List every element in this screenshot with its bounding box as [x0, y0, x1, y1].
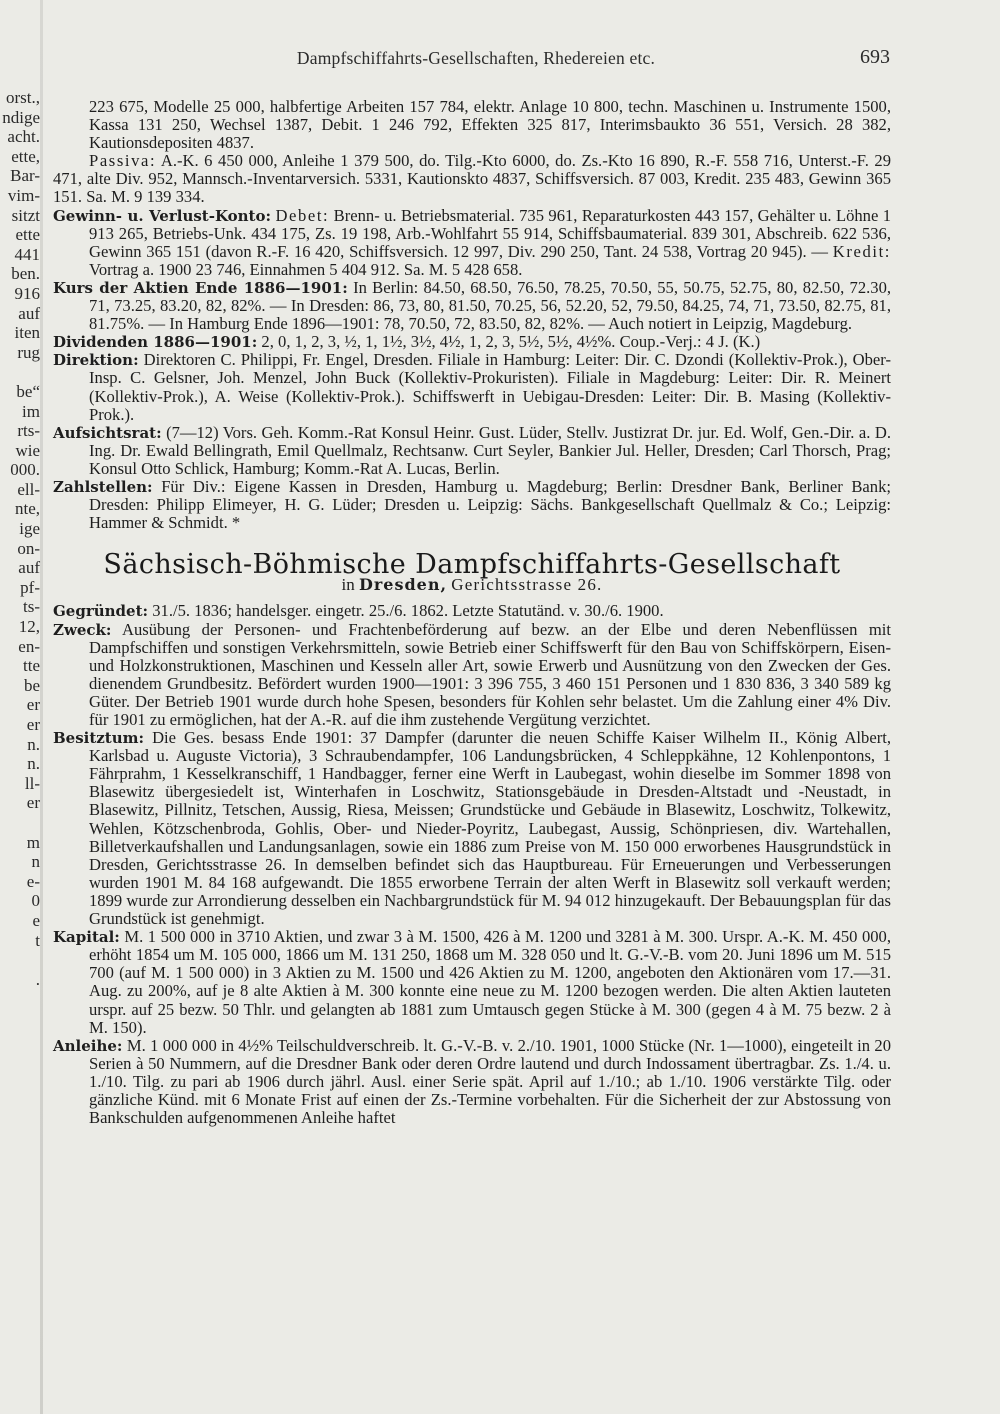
margin-fragment-line: ndige: [2, 107, 40, 127]
margin-fragment-line: [0, 813, 40, 833]
margin-fragment-line: m: [26, 832, 40, 852]
margin-fragment-line: ette: [15, 225, 40, 245]
kapital-text: M. 1 500 000 in 3710 Aktien, und zwar 3 à M. 1500, 426 à M. 1200 und 3281 à M. 300. Urspr. A.-K. M. 450 000, erhöht 1854 um M. 105 000, 1866 um M. 131 250, 1868 um M. 328 050 und lt. G.-V.-B. vom 20. Juni 1896 um M. 515 700 (auf M. 1 500 000) in 3 Aktien zu M. 1500 und 426 Aktien zu M. 1200, angeboten den Aktionären vom 17.—31. Aug. zu 200%, auf je 8 alte Aktien à M. 300 konnte eine neue zu M. 1200 bezogen werden. Die alten Aktien lauteten urspr. auf 25 bezw. 50 Thlr. und gelangten ab 1881 zum Umtausch gegen Stücke à M. 300 (gegen 4 à M. 75 bezw. 2 à M. 150).: [89, 927, 891, 1037]
margin-fragment-line: ige: [19, 519, 40, 539]
margin-fragment-line: e-: [26, 871, 40, 891]
direktion-label: Direktion:: [53, 351, 139, 370]
kurs-label: Kurs der Aktien Ende 1886—1901:: [53, 278, 348, 297]
margin-fragment-line: im: [22, 401, 40, 421]
margin-fragment-line: [0, 950, 40, 970]
besitztum-label: Besitztum:: [53, 729, 145, 748]
zweck-label: Zweck:: [53, 620, 112, 639]
margin-fragment-line: 441: [14, 244, 40, 264]
kurs-text: In Berlin: 84.50, 68.50, 76.50, 78.25, 70.50, 55, 50.75, 52.75, 80, 82.50, 72.30, 71, 73.25, 83.20, 82, 82%. — In Dresden: 86, 73, 80, 81.50, 70.25, 56, 52.20, 52, 79.50, 84.25, 74, 71, 73.50, 82.75, 81, 81.75%. — In Hamburg Ende 1896—1901: 78, 70.50, 72, 83.50, 82, 82%. — Auch notiert in Leipzig, Magdeburg.: [89, 277, 892, 334]
margin-fragment-line: er: [26, 695, 40, 715]
zweck-text: Ausübung der Personen- und Frachtenbeförderung auf bezw. an der Elbe und deren Nebenflüssen mit Dampfschiffen und sonstigen Verkehrsmitteln, sowie Betrieb einer Schiffswerft für den Bau von Schiffskörpern, Eisen- und Holzkonstruktionen, Maschinen und Kesseln aller Art, sowie Erwerb und Ausnützung von den Zwecken der Ges. dienendem Grundbesitz. Befördert wurden 1900—1901: 3 396 755, 3 460 151 Personen und 1 830 836, 3 340 589 kg Güter. Der Betrieb 1901 wurde durch hohe Spesen, besonders für Kohlen sehr belastet. Um die Zahlung einer 4% Div. für 1901 zu ermöglichen, hat der A.-R. auf die ihm zustehende Vergütung verzichtet.: [89, 619, 891, 729]
address-street: Gerichtsstrasse 26.: [451, 575, 603, 595]
margin-fragment-line: rug: [17, 342, 40, 362]
kurs-entry: [53, 279, 891, 333]
margin-fragment-line: be: [23, 675, 40, 695]
running-title: Dampfschiffahrts-Gesellschaften, Rhedereien etc.: [296, 48, 656, 68]
margin-fragment-line: acht.: [7, 127, 40, 147]
zahlstellen-text: Für Div.: Eigene Kassen in Dresden, Hamburg u. Magdeburg; Berlin: Dresdner Bank, Berliner Bank; Dresden: Philipp Elimeyer, H. G. Lüder; Dresden u. Leipzig: Sächs. Bankgesellschaft Quellmalz & Co.; Leipzig: Hammer & Schmidt. *: [89, 476, 891, 533]
margin-fragment-line: ette,: [11, 146, 40, 166]
margin-fragment-line: ben.: [11, 264, 40, 284]
margin-fragment-line: [0, 362, 40, 382]
margin-fragment-line: pf-: [20, 577, 40, 597]
address-prefix: in: [341, 575, 355, 595]
margin-fragment-line: t: [35, 930, 40, 950]
margin-fragment-line: sitzt: [11, 205, 40, 225]
margin-fragment-line: 0: [31, 891, 40, 911]
zahlstellen-label: Zahlstellen:: [53, 477, 153, 496]
margin-fragment-line: Bar-: [10, 166, 40, 186]
page-body: [53, 98, 891, 1127]
margin-fragment-line: n: [31, 852, 40, 872]
margin-fragment-line: en-: [18, 636, 40, 656]
margin-fragment-line: 916: [14, 283, 40, 303]
kapital-label: Kapital:: [53, 928, 120, 947]
direktion-text: Direktoren C. Philippi, Fr. Engel, Dresden. Filiale in Hamburg: Leiter: Dir. C. Dzondi (Kollektiv-Prok.), Ober-Insp. C. Gelsner, Joh. Menzel, John Buck (Kollektiv-Prokuristen). Filiale in Magdeburg: Leiter: Dir. R. Meinert (Kollektiv-Prok.), A. Weise (Kollektiv-Prok.). Schiffswerft in Uebigau-Dresden: Leiter: Dir. B. Masing (Kollektiv-Prok.).: [89, 350, 892, 424]
margin-fragment-line: n.: [27, 754, 40, 774]
besitztum-entry: [53, 729, 891, 928]
page-number: 693: [860, 46, 890, 68]
margin-fragment-line: .: [35, 969, 40, 989]
dividenden-entry: [53, 333, 891, 351]
gegruendet-entry: [53, 602, 891, 620]
kredit-label: Kredit:: [832, 241, 891, 261]
anleihe-entry: [53, 1037, 891, 1127]
zahlstellen-entry: [53, 478, 891, 532]
direktion-entry: [53, 351, 891, 423]
aktiva-continuation: 223 675, Modelle 25 000, halbfertige Arbeiten 157 784, elektr. Anlage 10 800, techn. Maschinen u. Instrumente 1500, Kassa 131 250, Wechsel 1387, Debit. 1 246 792, Effekten 325 817, Interimsbaukto 36 551, Versich. 28 382, Kautionsdepositen 4837.: [89, 97, 891, 153]
gewinn-text: Brenn- u. Betriebsmaterial. 735 961, Reparaturkosten 443 157, Gehälter u. Löhne 1 913 265, Betriebs-Unk. 434 175, Zs. 19 198, Arb.-Wohlfahrt 55 914, Schiffsbaumaterial. 839 301, Abschreib. 622 536, Gewinn 365 151 (davon R.-F. 16 420, Schiffsversich. 12 997, Div. 290 250, Tant. 24 538, Vortrag 20 945). —: [89, 205, 892, 261]
passiva-label: Passiva:: [89, 151, 157, 171]
margin-fragment-line: er: [26, 715, 40, 734]
margin-fragment-line: rts-: [17, 421, 40, 441]
margin-fragment-line: ll-: [24, 773, 40, 793]
margin-fragment-line: auf: [18, 558, 40, 578]
gegruendet-label: Gegründet:: [53, 602, 149, 621]
anleihe-text: M. 1 000 000 in 4½% Teilschuldverschreib. lt. G.-V.-B. v. 2./10. 1901, 1000 Stücke (Nr. 1—1000), eingeteilt in 20 Serien à 50 Nummern, auf die Dresdner Bank oder deren Ordre lautend und durch Indossament übertragbar. Zs. 1./4. u. 1./10. Tilg. zu pari ab 1906 durch jährl. Ausl. einer Serie spät. April auf 1./10.; ab 1./10. 1906 verstärkte Tilg. oder gänzliche Künd. mit 6 Monate Frist auf einen der Zs.-Termine vorbehalten. Für die Sicherheit der zur Abstossung von Bankschulden aufgenommenen Anleihe haftet: [89, 1035, 891, 1128]
kredit-text: Vortrag a. 1900 23 746, Einnahmen 5 404 912. Sa. M. 5 428 658.: [89, 259, 523, 279]
margin-fragment-line: er: [26, 793, 40, 813]
gegruendet-text: 31./5. 1836; handelsger. eingetr. 25./6. 1862. Letzte Statutänd. v. 30./6. 1900.: [152, 601, 664, 621]
margin-fragment-line: tte: [23, 656, 40, 676]
margin-fragment-line: orst.,: [6, 88, 40, 107]
address-city: Dresden,: [358, 575, 448, 595]
company-heading: Sächsisch-Böhmische Dampfschiffahrts-Gesellschaft: [103, 549, 841, 581]
gewinn-entry: [53, 207, 891, 279]
zweck-entry: [53, 621, 891, 730]
margin-fragment-line: ell-: [17, 479, 40, 499]
binding-gutter: [40, 0, 43, 1414]
margin-fragment-line: nte,: [14, 499, 40, 519]
gewinn-label: Gewinn- u. Verlust-Konto:: [53, 206, 272, 225]
aufsichtsrat-entry: [53, 424, 891, 478]
margin-fragment-line: n.: [27, 734, 40, 754]
adjacent-page-fragment: [0, 88, 40, 989]
margin-fragment-line: auf: [18, 303, 40, 323]
dividenden-label: Dividenden 1886—1901:: [53, 333, 258, 352]
aufsichtsrat-label: Aufsichtsrat:: [53, 423, 162, 442]
besitztum-text: Die Ges. besass Ende 1901: 37 Dampfer (darunter die neuen Schiffe Kaiser Wilhelm II., König Albert, Karlsbad u. Auguste Victoria), 3 Schraubendampfer, 106 Landungsbrücken, 4 Schleppkähne, 12 Kohlenpontons, 1 Fährprahm, 1 Kesselkranschiff, 1 Handbagger, ferner eine Werft in Laubegast, wohin dieselbe im Sommer 1898 von Blasewitz übergesiedelt ist, Winterhafen in Loschwitz, Stationsgebäude in Dresden-Altstadt und -Neustadt, in Blasewitz, Pillnitz, Tetschen, Aussig, Riesa, Meissen; Grundstücke und Gebäude in Blasewitz, Loschwitz, Tolkewitz, Wehlen, Kötzschenbroda, Gohlis, Ober- und Nieder-Poyritz, Laubegast, Aussig, Schönpriesen, div. Wartehallen, Billetverkaufshallen und Landungsanlagen, sowie ein 1886 zum Preise von M. 150 000 erworbenes Hausgrundstück in Dresden, Gerichtsstrasse 26. In demselben befindet sich das Hauptbureau. Für Erneuerungen und Verbesserungen wurden 1901 M. 84 168 aufgewandt. Die 1855 erworbene Terrain der alten Werft in Blasewitz soll verkauft werden; 1899 wurde zur Arrondierung desselben ein Nachbargrundstück für M. 94 012 hinzugekauft. Der Bebauungsplan für das Grundstück ist genehmigt.: [89, 728, 891, 929]
margin-fragment-line: iten: [14, 323, 40, 343]
margin-fragment-line: 000.: [10, 460, 40, 480]
margin-fragment-line: vim-: [7, 185, 40, 205]
margin-fragment-line: be“: [16, 381, 40, 401]
debet-label: Debet:: [275, 205, 330, 225]
passiva-text: A.-K. 6 450 000, Anleihe 1 379 500, do. Tilg.-Kto 6000, do. Zs.-Kto 16 890, R.-F. 558 716, Unterst.-F. 29 471, alte Div. 952, Mannsch.-Inventarversich. 5331, Kautionskto 4837, Schiffsversich. 87 003, Kredit. 235 483, Gewinn 365 151. Sa. M. 9 139 334.: [53, 151, 891, 207]
aufsichtsrat-text: (7—12) Vors. Geh. Komm.-Rat Konsul Heinr. Gust. Lüder, Stellv. Justizrat Dr. jur. Ed. Wolf, Gen.-Dir. a. D. Ing. Dr. Ewald Bellingrath, Emil Quellmalz, Rechtsanw. Curt Seyler, Bankier Jul. Heller, Dresden; Carl Thorsch, Prag; Konsul Otto Schlick, Hamburg; Komm.-Rat A. Lucas, Berlin.: [89, 422, 891, 478]
dividenden-text: 2, 0, 1, 2, 3, ½, 1, 1½, 3½, 4½, 1, 2, 3, 5½, 5½, 4½%. Coup.-Verj.: 4 J. (K.): [261, 332, 761, 352]
margin-fragment-line: wie: [15, 440, 40, 460]
margin-fragment-line: ts-: [23, 597, 40, 617]
anleihe-label: Anleihe:: [53, 1036, 123, 1055]
passiva-paragraph: [53, 152, 891, 206]
kapital-entry: [53, 928, 891, 1037]
margin-fragment-line: e: [32, 910, 40, 930]
margin-fragment-line: 12,: [18, 617, 40, 637]
margin-fragment-line: on-: [17, 538, 40, 558]
